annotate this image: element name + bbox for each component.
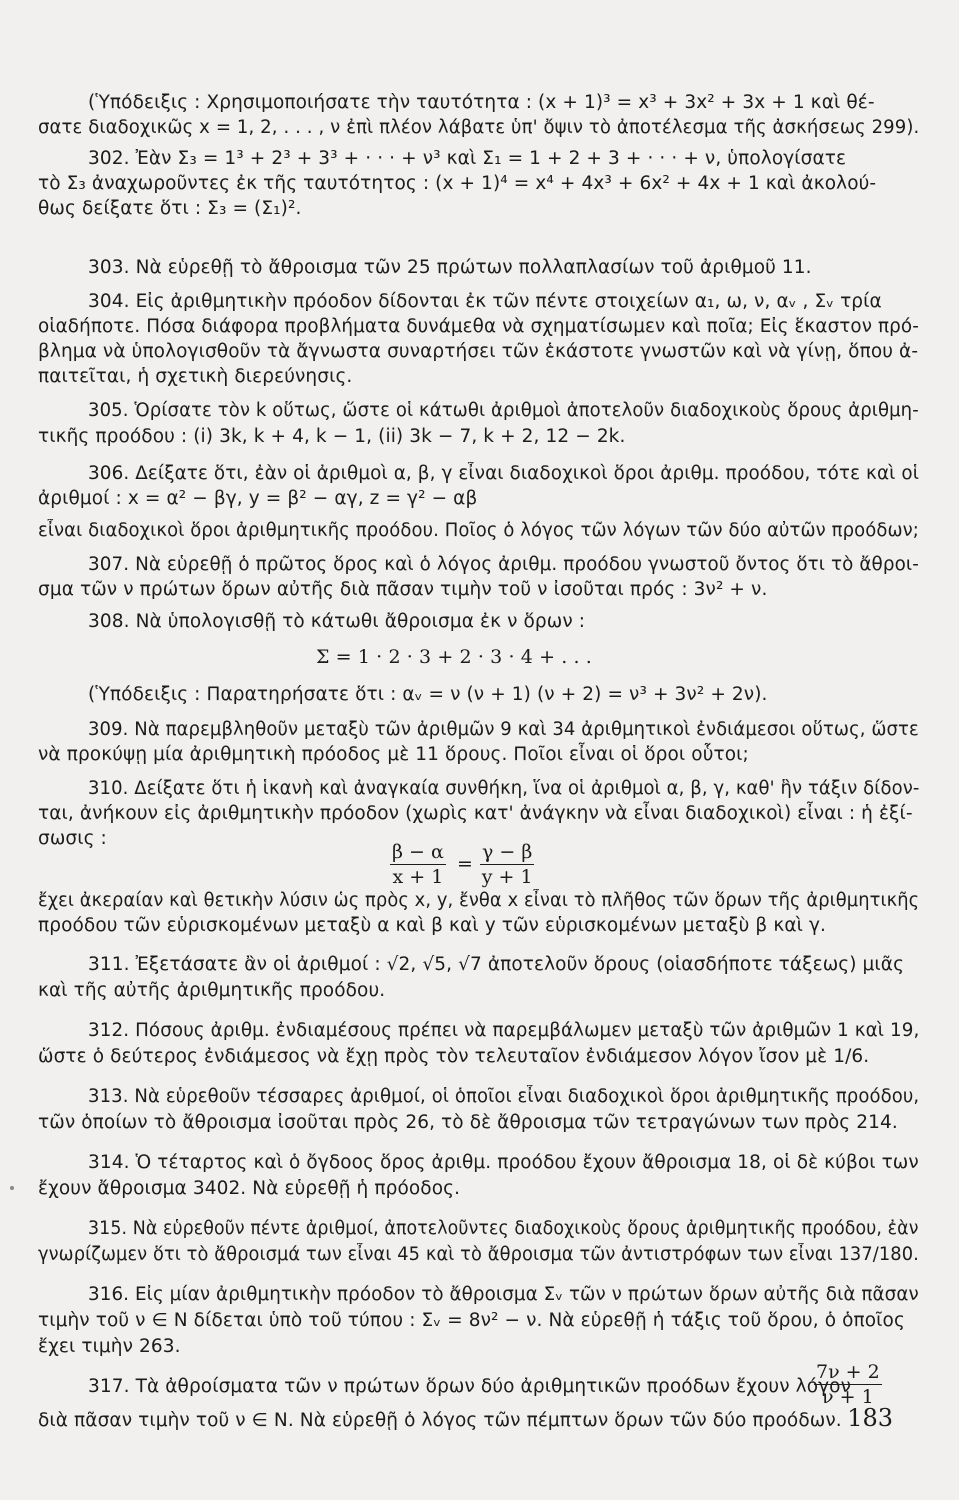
margin-speck <box>10 1186 14 1190</box>
page-number: 183 <box>847 1404 893 1432</box>
fraction-left: $\frac{\beta - \alpha}{x + 1}$ <box>392 841 444 888</box>
fraction-317: $\frac{7\nu + 2}{\nu + 1}$ <box>816 1361 880 1408</box>
fraction-right: $\frac{\gamma - \beta}{y + 1}$ <box>481 841 533 888</box>
textbook-page: (Ὑπόδειξις : Χρησιμοποιήσατε τὴν ταυτότητα : (x + 1)³ = x³ + 3x² + 3x + 1 καὶ θέ- σατε διαδοχικῶς x = 1, 2, . . . , ν ἐπὶ πλέον λάβατε ὑπ' ὄψιν τὸ ἀποτέλεσμα τῆς ἀσκήσεως 299). 302. Ἐὰν Σ₃ = 1³ + 2³ + 3³ + · · · + ν³ καὶ Σ₁ = 1 + 2 + 3 + · · · + ν, ὑπολογίσατε τὸ Σ₃ ἀναχωροῦντες ἐκ τῆς ταυτότητος : (x + 1)⁴ = x⁴ + 4x³ + 6x² + 4x + 1 καὶ ἀκολού- θως δείξατε ὅτι : Σ₃ = (Σ₁)². 303. Νὰ εὑρεθῇ τὸ ἄθροισμα τῶν 25 πρώτων πολλαπλασίων τοῦ ἀριθμοῦ 11. 304. Εἰς ἀριθμητικὴν πρόοδον δίδονται ἐκ τῶν πέντε στοιχείων α₁, ω, ν, αᵥ , Σᵥ τρία οἱαδήποτε. Πόσα διάφορα προβλήματα δυνάμεθα νὰ σχηματίσωμεν καὶ ποῖα; Εἰς ἕκαστον πρό- βλημα νὰ ὑπολογισθοῦν τὰ ἄγνωστα συναρτήσει τῶν ἑκάστοτε γνωστῶν καὶ νὰ γίνῃ, ὅπου ἀ- παιτεῖται, ἡ σχετικὴ διερεύνησις. 305. Ὁρίσατε τὸν k οὕτως, ὥστε οἱ κάτωθι ἀριθμοὶ ἀποτελοῦν διαδοχικοὺς ὅρους ἀριθμη- τικῆς προόδου : (i) 3k, k + 4, k − 1, (ii) 3k − 7, k + 2, 12 − 2k. 306. Δείξατε ὅτι, ἐὰν οἱ ἀριθμοὶ α, β, γ εἶναι διαδοχικοὶ ὅροι ἀριθμ. προόδου, τότε καὶ οἱ ἀριθμοί : x = α² − βγ, y = β² − αγ, z = γ² − αβ εἶναι διαδοχικοὶ ὅροι ἀριθμητικῆς προόδου. Ποῖος ὁ λόγος τῶν λόγων τῶν δύο αὐτῶν προόδων; 307. Νὰ εὑρεθῇ ὁ πρῶτος ὅρος καὶ ὁ λόγος ἀριθμ. προόδου γνωστοῦ ὄντος ὅτι τὸ ἄθροι- σμα τῶν ν πρώτων ὅρων αὐτῆς διὰ πᾶσαν τιμὴν τοῦ ν ἰσοῦται πρός : 3ν² + ν. 308. Νὰ ὑπολογισθῇ τὸ κάτωθι ἄθροισμα ἐκ ν ὅρων : Σ = 1 · 2 · 3 + 2 · 3 · 4 + . . . (Ὑπόδειξις : Παρατηρήσατε ὅτι : αᵥ = ν (ν + 1) (ν + 2) = ν³ + 3ν² + 2ν). 309. Νὰ παρεμβληθοῦν μεταξὺ τῶν ἀριθμῶν 9 καὶ 34 ἀριθμητικοὶ ἐνδιάμεσοι οὕτως, ὥστε νὰ προκύψῃ μία ἀριθμητικὴ πρόοδος μὲ 11 ὅρους. Ποῖοι εἶναι οἱ ὅροι οὗτοι; 310. Δείξατε ὅτι ἡ ἱκανὴ καὶ ἀναγκαία συνθήκη, ἵνα οἱ ἀριθμοὶ α, β, γ, καθ' ἣν τάξιν δίδον- ται, ἀνήκουν εἰς ἀριθμητικὴν πρόοδον (χωρὶς κατ' ἀνάγκην νὰ εἶναι διαδοχικοὶ) εἶναι : ἡ ἐξί- σωσις : $\frac{\beta - \alpha}{x + 1}$ = $\frac{\gamma - \beta}{y + 1}$ ἔχει ἀκεραίαν καὶ θετικὴν λύσιν ὡς πρὸς x, y, ἔνθα x εἶναι τὸ πλῆθος τῶν ὅρων τῆς ἀριθμητικῆς προόδου τῶν εὑρισκομένων μεταξὺ α καὶ β καὶ y τῶν εὑρισκομένων μεταξὺ β καὶ γ. 311. Ἐξετάσατε ἂν οἱ ἀριθμοί : √2, √5, √7 ἀποτελοῦν ὅρους (οἱασδήποτε τάξεως) μιᾶς καὶ τῆς αὐτῆς ἀριθμητικῆς προόδου. 312. Πόσους ἀριθμ. ἐνδιαμέσους πρέπει νὰ παρεμβάλωμεν μεταξὺ τῶν ἀριθμῶν 1 καὶ 19, ὥστε ὁ δεύτερος ἐνδιάμεσος νὰ ἔχῃ πρὸς τὸν τελευταῖον ἐνδιάμεσον λόγον ἴσον μὲ 1/6. 313. Νὰ εὑρεθοῦν τέσσαρες ἀριθμοί, οἱ ὁποῖοι εἶναι διαδοχικοὶ ὅροι ἀριθμητικῆς προόδου, τῶν ὁποίων τὸ ἄθροισμα ἰσοῦται πρὸς 26, τὸ δὲ ἄθροισμα τῶν τετραγώνων των πρὸς 214. 314. Ὁ τέταρτος καὶ ὁ ὄγδοος ὅρος ἀριθμ. προόδου ἔχουν ἄθροισμα 18, οἱ δὲ κύβοι των ἔχουν ἄθροισμα 3402. Νὰ εὑρεθῇ ἡ πρόοδος. 315. Νὰ εὑρεθοῦν πέντε ἀριθμοί, ἀποτελοῦντες διαδοχικοὺς ὅρους ἀριθμητικῆς προόδου, ἐὰν γνωρίζωμεν ὅτι τὸ ἄθροισμά των εἶναι 45 καὶ τὸ ἄθροισμα τῶν ἀντιστρόφων των εἶναι 137/180. 316. Εἰς μίαν ἀριθμητικὴν πρόοδον τὸ ἄθροισμα Σᵥ τῶν ν πρώτων ὅρων αὐτῆς διὰ πᾶσαν τιμὴν τοῦ ν ∈ N δίδεται ὑπὸ τοῦ τύπου : Σᵥ = 8ν² − ν. Νὰ εὑρεθῇ ἡ τάξις τοῦ ὅρου, ὁ ὁποῖος ἔχει τιμὴν 263. 317. Τὰ ἀθροίσματα τῶν ν πρώτων ὅρων δύο ἀριθμητικῶν προόδων ἔχουν λόγον $\frac{7\nu + 2}{\nu + 1}$ διὰ πᾶσαν τιμὴν τοῦ ν ∈ N. Νὰ εὑρεθῇ ὁ λόγος τῶν πέμπτων ὅρων τῶν δύο προόδων. 183 <box>0 0 959 1500</box>
